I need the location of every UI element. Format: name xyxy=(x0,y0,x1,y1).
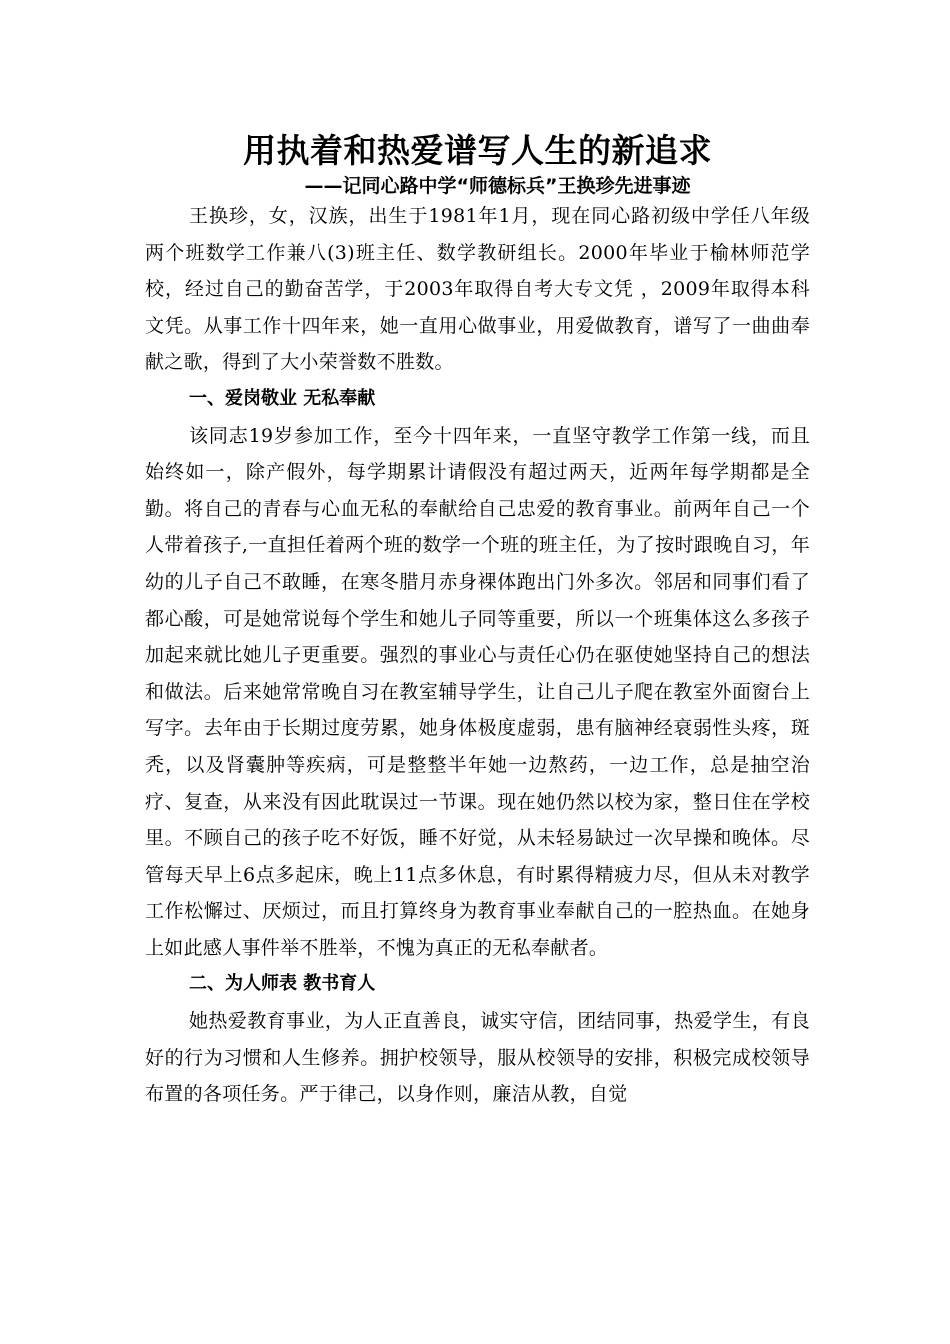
document-subtitle: ——记同心路中学“师德标兵”王换珍先进事迹 xyxy=(304,175,691,197)
section-2-heading: 二、为人师表 教书育人 xyxy=(189,973,376,995)
document-page xyxy=(145,128,810,1113)
intro-paragraph: 王换珍，女，汉族，出生于1981年1月，现在同心路初级中学任八年级两个班数学工作兼八(3)班主任、数学教研组长。2000年毕业于榆林师范学校，经过自己的勤奋苦学，于2003年取得自考大专文凭 ，2009年取得本科文凭。从事工作十四年来，她一直用心做事业，用爱做教育，谱写了一曲曲奉献之歌，得到了大小荣誉数不胜数。 xyxy=(145,205,810,374)
section-1-heading: 一、爱岗敬业 无私奉献 xyxy=(189,387,376,409)
section-1-paragraph: 该同志19岁参加工作，至今十四年来，一直坚守教学工作第一线，而且始终如一，除产假外，每学期累计请假没有超过两天，近两年每学期都是全勤。将自己的青春与心血无私的奉献给自己忠爱的教育事业。前两年自己一个人带着孩子,一直担任着两个班的数学一个班的班主任，为了按时跟晚自习，年幼的儿子自己不敢睡，在寒冬腊月赤身裸体跑出门外多次。邻居和同事们看了都心酸，可是她常说每个学生和她儿子同等重要，所以一个班集体这么多孩子加起来就比她儿子更重要。强烈的事业心与责任心仍在驱使她坚持自己的想法和做法。后来她常常晚自习在教室辅导学生，让自己儿子爬在教室外面窗台上写字。去年由于长期过度劳累，她身体极度虚弱，患有脑神经衰弱性头疼，斑秃，以及肾囊肿等疾病，可是整整半年她一边熬药，一边工作，总是抽空治疗、复查，从来没有因此耽误过一节课。现在她仍然以校为家，整日住在学校里。不顾自己的孩子吃不好饭，睡不好觉，从未轻易缺过一次早操和晚体。尽管每天早上6点多起床，晚上11点多休息，有时累得精疲力尽，但从未对教学工作松懈过、厌烦过，而且打算终身为教育事业奉献自己的一腔热血。在她身上如此感人事件举不胜举，不愧为真正的无私奉献者。 xyxy=(145,424,810,959)
section-2-paragraph: 她热爱教育事业，为人正直善良，诚实守信，团结同事，热爱学生，有良好的行为习惯和人生修养。拥护校领导，服从校领导的安排，积极完成校领导布置的各项任务。严于律己，以身作则，廉洁从教，自觉 xyxy=(145,1010,810,1106)
document-title: 用执着和热爱谱写人生的新追求 xyxy=(243,131,712,170)
